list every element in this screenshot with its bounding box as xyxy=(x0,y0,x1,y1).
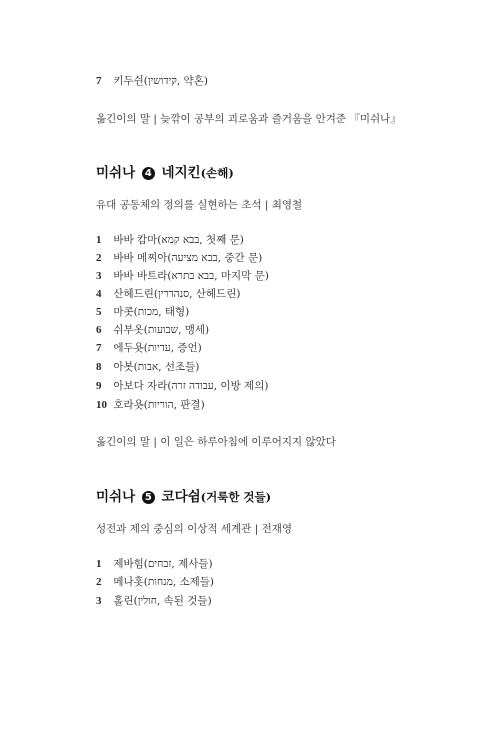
item-number: 2 xyxy=(96,576,102,588)
item-number: 9 xyxy=(96,380,102,392)
item-number: 3 xyxy=(96,595,102,607)
list-item xyxy=(96,557,213,571)
section-name: 네지킨 xyxy=(161,165,201,181)
item-number: 1 xyxy=(96,234,102,246)
list-item xyxy=(96,74,208,88)
item-text: 마콧(מכות, 태형) xyxy=(113,306,190,318)
item-text: 아보다 자라(עבודה זרה, 이방 제의) xyxy=(113,380,269,392)
item-text: 쉬부옷(שבועות, 맹세) xyxy=(113,324,210,336)
section-number-badge: 5 xyxy=(142,491,155,504)
list-item xyxy=(96,233,244,247)
section-subtitle: 성전과 제의 중심의 이상적 세계관 | 전재영 xyxy=(96,523,292,535)
list-item xyxy=(96,575,214,589)
list-item xyxy=(96,379,268,393)
list-item xyxy=(96,323,209,337)
item-number: 8 xyxy=(96,361,102,373)
item-text: 에두욧(עדיות, 증언) xyxy=(113,342,202,354)
item-number: 3 xyxy=(96,270,102,282)
item-text: 바바 메찌아(בבא מציעה, 중간 문) xyxy=(113,252,263,264)
list-item xyxy=(96,269,269,283)
section-number-badge: 4 xyxy=(142,167,155,180)
item-text: 제바힘(זבחים, 제사들) xyxy=(113,558,213,570)
item-text: 아봇(אבות, 선조들) xyxy=(113,361,200,373)
item-text: 바바 캄마(בבא קמא, 첫째 문) xyxy=(113,234,244,246)
list-item xyxy=(96,305,189,319)
list-item xyxy=(96,341,202,355)
item-text: 키두쉰(קידושין, 약혼) xyxy=(113,75,208,87)
item-number: 5 xyxy=(96,306,102,318)
item-text: 홀린(חולין, 속된 것들) xyxy=(113,595,212,607)
list-item xyxy=(96,594,212,608)
item-text: 바바 바트라(בבא בתרא, 마지막 문) xyxy=(113,270,269,282)
section-prefix: 미쉬나 xyxy=(96,165,136,181)
section-prefix: 미쉬나 xyxy=(96,489,136,505)
list-item xyxy=(96,360,199,374)
list-item xyxy=(96,251,262,265)
item-number: 6 xyxy=(96,324,102,336)
translator-note: 옮긴이의 말 | 이 일은 하루아침에 이루어지지 않았다 xyxy=(96,436,336,448)
item-number: 4 xyxy=(96,288,102,300)
item-text: 호라욧(הוריות, 판결) xyxy=(113,399,205,411)
translator-note: 옮긴이의 말 | 늦깎이 공부의 괴로움과 즐거움을 안겨준 『미쉬나』 xyxy=(96,113,401,125)
section-title xyxy=(96,161,234,181)
section-title xyxy=(96,485,271,505)
item-number: 7 xyxy=(96,342,102,354)
section-name-paren: (거룩한 것들) xyxy=(200,490,272,504)
list-item xyxy=(96,287,240,301)
section-subtitle: 유대 공동체의 정의를 실현하는 초석 | 최영철 xyxy=(96,199,303,211)
list-item xyxy=(96,398,205,412)
item-number: 2 xyxy=(96,252,102,264)
item-number: 7 xyxy=(96,75,102,87)
item-text: 산헤드린(סנהדרין, 산헤드린) xyxy=(113,288,241,300)
item-number: 1 xyxy=(96,558,102,570)
item-text: 메나홋(מנחות, 소제들) xyxy=(113,576,215,588)
section-name: 코다쉼 xyxy=(161,489,201,505)
item-number: 10 xyxy=(96,399,107,411)
section-name-paren: (손해) xyxy=(200,166,234,180)
